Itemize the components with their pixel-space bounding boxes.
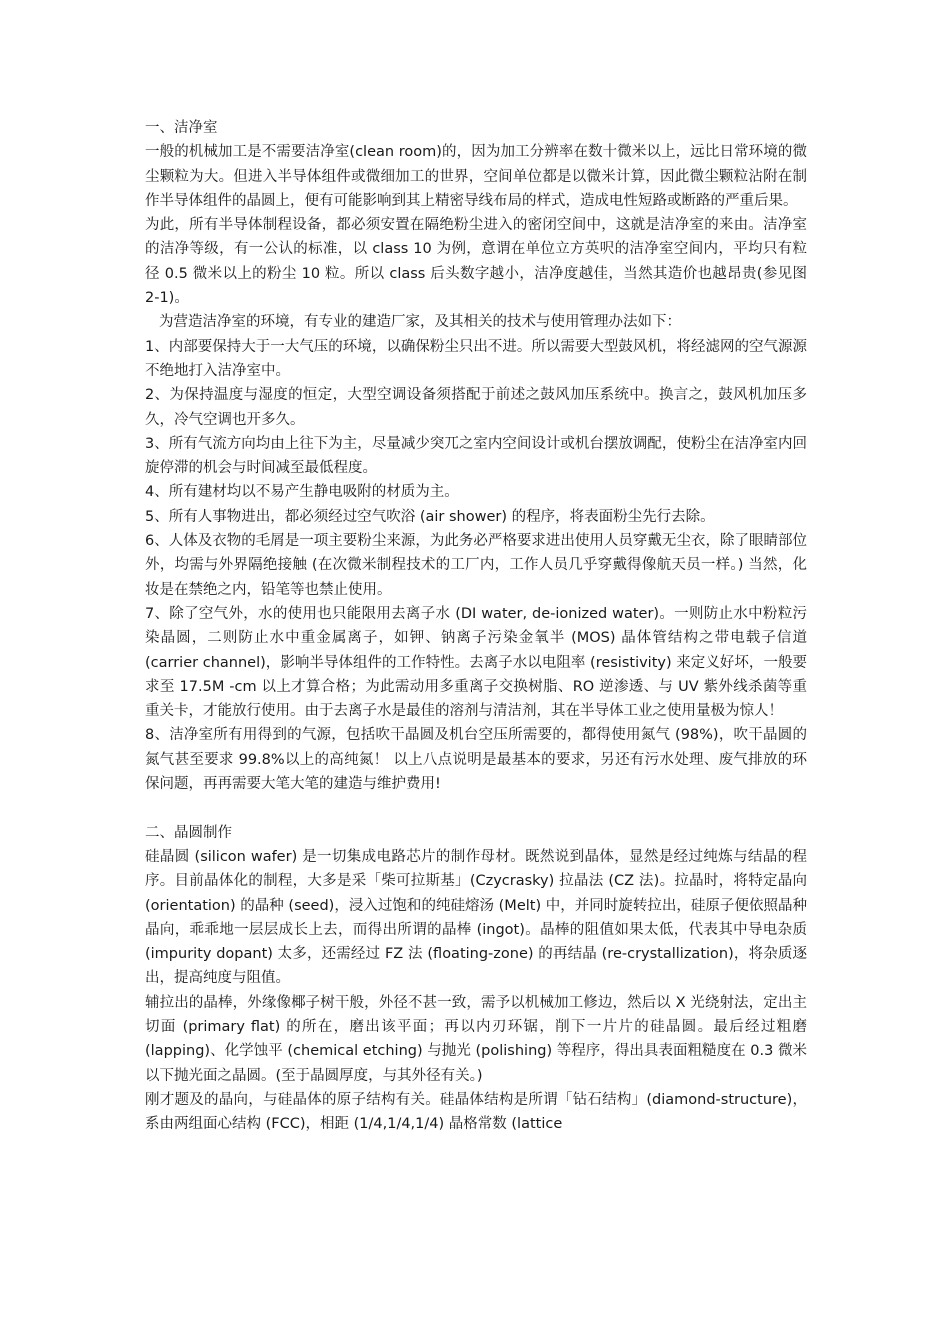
list-item-rule-3: 3、所有气流方向均由上往下为主，尽量减少突兀之室内空间设计或机台摆放调配，使粉尘在洁净室内回旋停滞的机会与时间减至最低程度。 (145, 435, 807, 477)
section-heading-cleanroom: 一、洁净室 (145, 120, 218, 136)
paragraph-cleanroom-class: 为此，所有半导体制程设备，都必须安置在隔绝粉尘进入的密闭空间中，这就是洁净室的来由。洁净室的洁净等级，有一公认的标准，以 class 10 为例，意谓在单位立方英呎的洁净室空间内，平均只有粒径 0.5 微米以上的粉尘 10 粒。所以 class 后头数字越小，洁净度越佳，当然其造价也越昂贵(参见图 2-1)。 (145, 217, 807, 307)
section-heading-wafer: 二、晶圆制作 (145, 824, 232, 841)
list-item-rule-5: 5、所有人事物进出，都必须经过空气吹浴 (air shower) 的程序，将表面粉尘先行去除。 (145, 508, 715, 525)
list-item-rule-6: 6、人体及衣物的毛屑是一项主要粉尘来源，为此务必严格要求进出使用人员穿戴无尘衣，除了眼睛部位外，均需与外界隔绝接触 (在次微米制程技术的工厂内，工作人员几乎穿戴得像航天员一样。) 当然，化妆是在禁绝之内，铅笔等也禁止使用。 (145, 533, 807, 598)
paragraph-wafer-processing: 辅拉出的晶棒，外缘像椰子树干般，外径不甚一致，需予以机械加工修边，然后以 X 光绕射法，定出主切面 (primary flat) 的所在，磨出该平面；再以内刃环锯，削下一片片的硅晶圆。最后经过粗磨 (lapping)、化学蚀平 (chemical etching) 与抛光 (polishing) 等程序，得出具表面粗糙度在 0.3 微米以下抛光面之晶圆。(至于晶圆厚度，与其外径有关。) (145, 994, 807, 1084)
list-item-rule-2: 2、为保持温度与湿度的恒定，大型空调设备须搭配于前述之鼓风加压系统中。换言之，鼓风机加压多久，冷气空调也开多久。 (145, 387, 807, 428)
paragraph-wafer-intro: 硅晶圆 (silicon wafer) 是一切集成电路芯片的制作母材。既然说到晶体，显然是经过纯炼与结晶的程序。目前晶体化的制程，大多是采「柴可拉斯基」(Czycrasky) 拉晶法 (CZ 法)。拉晶时，将特定晶向 (orientation) 的晶种 (seed)，浸入过饱和的纯硅熔汤 (Melt) 中，并同时旋转拉出，硅原子便依照晶种晶向，乖乖地一层层成长上去，而得出所谓的晶棒 (ingot)。晶棒的阻值如果太低，代表其中导电杂质 (impurity dopant) 太多，还需经过 FZ 法 (floating-zone) 的再结晶 (re-crystallization)，将杂质逐出，提高纯度与阻值。 (145, 848, 807, 987)
document-page (145, 116, 807, 1136)
list-item-rule-1: 1、内部要保持大于一大气压的环境，以确保粉尘只出不进。所以需要大型鼓风机，将经滤网的空气源源不绝地打入洁净室中。 (145, 338, 807, 379)
paragraph-wafer-orientation: 刚才题及的晶向，与硅晶体的原子结构有关。硅晶体结构是所谓「钻石结构」(diamond-structure)，系由两组面心结构 (FCC)，相距 (1/4,1/4,1/4) 晶格常数 (lattice (145, 1091, 807, 1133)
section-spacer (145, 796, 807, 820)
list-item-rule-8: 8、洁净室所有用得到的气源，包括吹干晶圆及机台空压所需要的，都得使用氮气 (98%)，吹干晶圆的氮气甚至要求 99.8%以上的高纯氮！ 以上八点说明是最基本的要求，另还有污水处理、废气排放的环保问题，再再需要大笔大笔的建造与维护费用! (145, 727, 807, 793)
paragraph-cleanroom-intro: 一般的机械加工是不需要洁净室(clean room)的，因为加工分辨率在数十微米以上，远比日常环境的微尘颗粒为大。但进入半导体组件或微细加工的世界，空间单位都是以微米计算，因此微尘颗粒沾附在制作半导体组件的晶圆上，便有可能影响到其上精密导线布局的样式，造成电性短路或断路的严重后果。 (145, 144, 807, 209)
paragraph-cleanroom-methods-intro: 为营造洁净室的环境，有专业的建造厂家，及其相关的技术与使用管理办法如下： (159, 314, 681, 331)
list-item-rule-4: 4、所有建材均以不易产生静电吸附的材质为主。 (145, 484, 459, 501)
list-item-rule-7: 7、除了空气外，水的使用也只能限用去离子水 (DI water, de-ionized water)。一则防止水中粉粒污染晶圆，二则防止水中重金属离子，如钾、钠离子污染金氧半 (MOS) 晶体管结构之带电载子信道 (carrier channel)，影响半导体组件的工作特性。去离子水以电阻率 (resistivity) 来定义好坏，一般要求至 17.5M -cm 以上才算合格；为此需动用多重离子交换树脂、RO 逆渗透、与 UV 紫外线杀菌等重重关卡，才能放行使用。由于去离子水是最佳的溶剂与清洁剂，其在半导体工业之使用量极为惊人！ (145, 605, 807, 720)
